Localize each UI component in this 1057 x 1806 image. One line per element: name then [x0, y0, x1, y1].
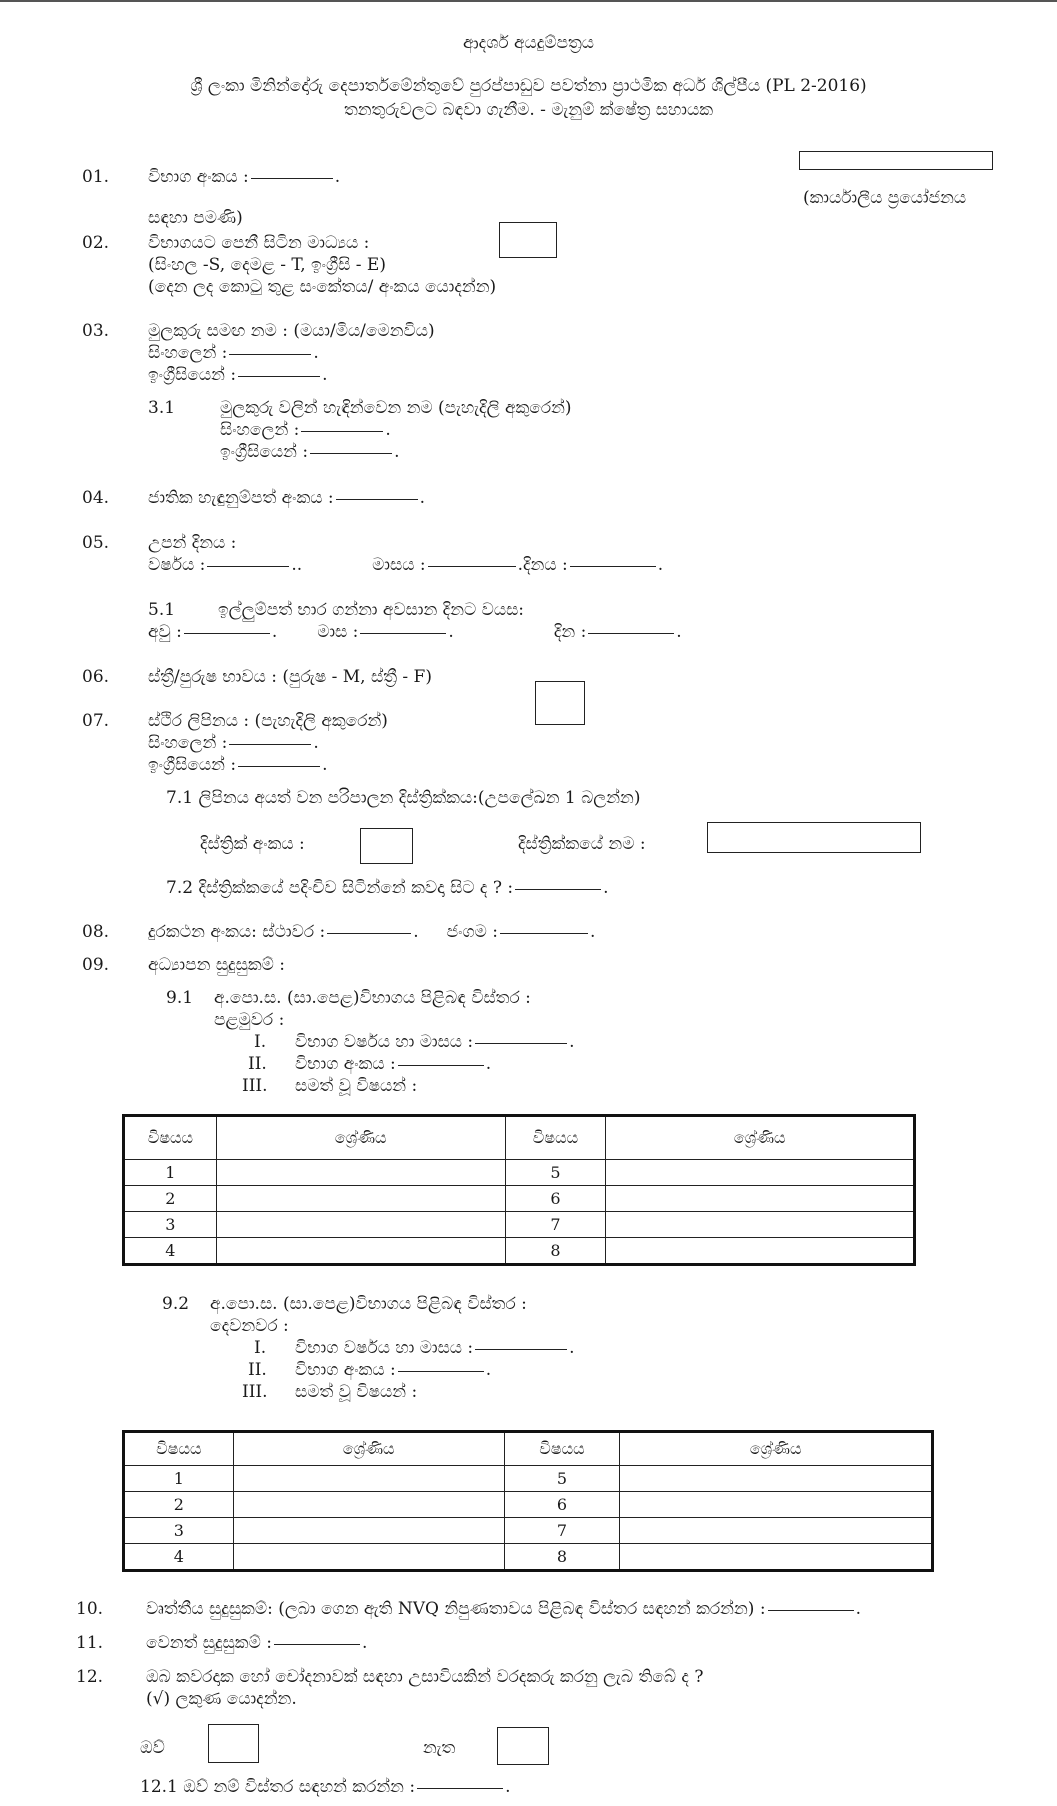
- q02-options: (සිංහල -S, දෙමළ - T, ඉංග්‍රීසි - E): [148, 255, 386, 275]
- q092-i-label: විභාග වර්ෂය හා මාසය :: [295, 1338, 474, 1358]
- q03-label: මුලකුරු සමඟ නම : (මයා/මිය/මෙනවිය): [148, 321, 435, 341]
- q04-row: ජාතික හැඳුනුම්පත් අංකය : .: [148, 488, 426, 508]
- district-name-box[interactable]: [707, 822, 921, 853]
- top-rule: [0, 0, 1057, 2]
- q03-english-row: ඉංග්‍රීසියෙන් : .: [148, 365, 328, 385]
- q07-sinhala-row: සිංහලෙන් : .: [148, 733, 319, 753]
- q04-label: ජාතික හැඳුනුම්පත් අංකය :: [148, 488, 334, 508]
- table-cell: 3: [124, 1212, 217, 1238]
- table-cell[interactable]: [216, 1186, 505, 1212]
- q092-i-blank[interactable]: [475, 1348, 567, 1350]
- q05-number: 05.: [82, 533, 110, 553]
- q03-number: 03.: [82, 321, 110, 341]
- table-cell: 8: [504, 1544, 620, 1571]
- q07-label: ස්ථිර ලිපිනය : (පැහැදිලි අකුරෙන්): [148, 711, 388, 731]
- q05-month-blank[interactable]: [428, 565, 516, 567]
- q091-ii-blank[interactable]: [398, 1064, 484, 1066]
- table-cell[interactable]: [216, 1212, 505, 1238]
- q092-ii-number: II.: [248, 1360, 267, 1380]
- table-cell[interactable]: [620, 1518, 933, 1544]
- page-subtitle-line1: ශ්‍රී ලංකා මිනින්දෝරු දෙපාර්තමේන්තුවේ පුරප්පාඩුව පවත්නා ප්‍රාථමික අර්ධ ශිල්පීය (PL 2-2016): [190, 76, 867, 96]
- q05-day-label: .දිනය :: [517, 555, 568, 575]
- q07-english-row: ඉංග්‍රීසියෙන් : .: [148, 755, 328, 775]
- q051-number: 5.1: [148, 600, 176, 620]
- q051-age-row: අවු : . මාස : . දින : .: [148, 622, 682, 642]
- q031-sinhala-row: සිංහලෙන් : .: [220, 420, 391, 440]
- table-header-subject: විෂයය: [124, 1116, 217, 1160]
- table-cell: 5: [505, 1160, 606, 1186]
- district-number-box[interactable]: [360, 828, 413, 864]
- q08-landline-label: දුරකථන අංකය: ස්ථාවර :: [148, 922, 326, 942]
- table-header-grade: ශ්‍රේණිය: [233, 1432, 504, 1466]
- grades-table-2: [122, 1430, 934, 1572]
- q091-i-row: විභාග වර්ෂය හා මාසය : .: [295, 1032, 575, 1052]
- q07-number: 07.: [82, 711, 110, 731]
- q03-sinhala-blank[interactable]: [229, 353, 311, 355]
- q05-month-label: මාසය :: [372, 555, 426, 575]
- q071-district-number-label: දිස්ත්‍රික් අංකය :: [200, 834, 305, 854]
- q03-sinhala-label: සිංහලෙන් :: [148, 343, 228, 363]
- table-header-subject: විෂයය: [504, 1432, 620, 1466]
- table-header-subject: විෂයය: [124, 1432, 234, 1466]
- table-cell[interactable]: [216, 1160, 505, 1186]
- table-header-grade: ශ්‍රේණිය: [606, 1116, 915, 1160]
- q05-year-blank[interactable]: [207, 565, 289, 567]
- q05-year-label: වර්ෂය :: [148, 555, 206, 575]
- q031-english-label: ඉංග්‍රීසියෙන් :: [220, 442, 309, 462]
- q121-blank[interactable]: [417, 1787, 503, 1789]
- office-use-label-2: සඳහා පමණි): [148, 208, 243, 228]
- table-row: [124, 1238, 915, 1265]
- q072-blank[interactable]: [515, 888, 601, 890]
- table-cell[interactable]: [620, 1544, 933, 1571]
- table-row: [124, 1160, 915, 1186]
- q08-landline-blank[interactable]: [327, 932, 411, 934]
- table-cell[interactable]: [233, 1466, 504, 1492]
- q07-english-blank[interactable]: [238, 765, 320, 767]
- q07-english-label: ඉංග්‍රීසියෙන් :: [148, 755, 237, 775]
- q121-label: 12.1 ඔව් නම් විස්තර සඳහන් කරන්න :: [140, 1777, 416, 1797]
- q12-instruction: (√) ලකුණ යොදන්න.: [146, 1689, 297, 1709]
- medium-box[interactable]: [499, 222, 557, 258]
- q091-iii-number: III.: [242, 1076, 268, 1096]
- q03-sinhala-row: සිංහලෙන් : .: [148, 343, 319, 363]
- table-cell[interactable]: [233, 1492, 504, 1518]
- q091-i-blank[interactable]: [475, 1042, 567, 1044]
- q091-label: අ.පො.ස. (සා.පෙළ)විභාගය පිළිබඳ විස්තර :: [214, 988, 531, 1008]
- q091-number: 9.1: [166, 988, 194, 1008]
- table-header-grade: ශ්‍රේණිය: [216, 1116, 505, 1160]
- table-header-row: [124, 1432, 933, 1466]
- office-use-box[interactable]: [799, 151, 993, 170]
- q031-number: 3.1: [148, 398, 176, 418]
- page-title: ආදර්ශ අයදුම්පත්‍රය: [462, 33, 595, 53]
- q12-yes-label: ඔව්: [140, 1738, 165, 1758]
- q092-iii-number: III.: [242, 1382, 268, 1402]
- q05-label: උපන් දිනය :: [148, 533, 237, 553]
- gender-box[interactable]: [535, 681, 585, 725]
- table-cell: 4: [124, 1238, 217, 1265]
- table-cell[interactable]: [233, 1544, 504, 1571]
- q092-number: 9.2: [162, 1294, 190, 1314]
- q051-days-label: දින :: [553, 622, 587, 642]
- q12-number: 12.: [76, 1667, 104, 1687]
- q092-ii-row: විභාග අංකය : .: [295, 1360, 492, 1380]
- q091-i-number: I.: [254, 1032, 267, 1052]
- q08-mobile-label: ජංගම :: [446, 922, 498, 942]
- q01-row: විභාග අංකය : .: [148, 167, 341, 187]
- table-cell: 5: [504, 1466, 620, 1492]
- q11-label: වෙනත් සුදුසුකම් :: [146, 1633, 272, 1653]
- q10-label: වෘත්තීය සුදුසුකම්: (ලබා ගෙන ඇති NVQ නිපුණතාවය පිළිබඳ විස්තර සඳහන් කරන්න) :: [146, 1599, 766, 1619]
- table-cell: 6: [504, 1492, 620, 1518]
- q09-number: 09.: [82, 955, 110, 975]
- q02-label: විභාගයට පෙනී සිටින මාධ්‍යය :: [148, 233, 370, 253]
- table-cell: 7: [504, 1518, 620, 1544]
- q11-number: 11.: [76, 1633, 104, 1653]
- q02-number: 02.: [82, 233, 110, 253]
- q01-number: 01.: [82, 167, 110, 187]
- q03-english-blank[interactable]: [238, 375, 320, 377]
- q092-iii-label: සමත් වූ විෂයන් :: [295, 1382, 418, 1402]
- q07-sinhala-label: සිංහලෙන් :: [148, 733, 228, 753]
- q051-days-blank[interactable]: [588, 632, 674, 634]
- q04-number: 04.: [82, 488, 110, 508]
- table-row: [124, 1518, 933, 1544]
- q091-ii-number: II.: [248, 1054, 267, 1074]
- table-cell: 1: [124, 1160, 217, 1186]
- table-cell[interactable]: [606, 1212, 915, 1238]
- q12-label: ඔබ කවරදාක හෝ චෝදනාවක් සඳහා උසාවියකින් වරදකරු කරනු ලැබ තිබේ ද ?: [146, 1667, 704, 1687]
- q11-row: වෙනත් සුදුසුකම් : .: [146, 1633, 368, 1653]
- table-cell[interactable]: [233, 1518, 504, 1544]
- q071-label: 7.1 ලිපිනය අයත් වන පරිපාලන දිස්ත්‍රික්කය:(උපලේඛන 1 බලන්න): [166, 788, 641, 808]
- q072-end: .: [603, 878, 609, 898]
- table-header-subject: විෂයය: [505, 1116, 606, 1160]
- q01-label: විභාග අංකය :: [148, 167, 249, 187]
- q031-english-row: ඉංග්‍රීසියෙන් : .: [220, 442, 400, 462]
- q051-months-blank[interactable]: [360, 632, 446, 634]
- q05-day-blank[interactable]: [570, 565, 656, 567]
- q01-blank[interactable]: [251, 177, 333, 179]
- table-cell[interactable]: [606, 1160, 915, 1186]
- table-cell[interactable]: [606, 1238, 915, 1265]
- table-cell[interactable]: [606, 1186, 915, 1212]
- q04-blank[interactable]: [336, 498, 418, 500]
- q07-sinhala-blank[interactable]: [229, 743, 311, 745]
- table-row: [124, 1544, 933, 1571]
- no-checkbox[interactable]: [497, 1727, 549, 1765]
- table-cell[interactable]: [216, 1238, 505, 1265]
- q091-ii-label: විභාග අංකය :: [295, 1054, 396, 1074]
- q072-label: 7.2 දිස්ත්‍රික්කයේ පදිංචිව සිටින්නේ කවදා සිට ද ? :: [166, 878, 514, 898]
- table-cell: 2: [124, 1492, 234, 1518]
- q031-sinhala-blank[interactable]: [301, 430, 383, 432]
- table-header-row: [124, 1116, 915, 1160]
- table-cell: 4: [124, 1544, 234, 1571]
- q11-blank[interactable]: [274, 1643, 360, 1645]
- table-row: [124, 1492, 933, 1518]
- q10-row: වෘත්තීය සුදුසුකම්: (ලබා ගෙන ඇති NVQ නිපුණතාවය පිළිබඳ විස්තර සඳහන් කරන්න) : .: [146, 1599, 861, 1619]
- q031-sinhala-label: සිංහලෙන් :: [220, 420, 300, 440]
- page-subtitle-line2: තනතුරුවලට බඳවා ගැනීම. - මැනුම් ක්ෂේත්‍ර සහායක: [343, 100, 714, 120]
- q031-english-blank[interactable]: [310, 452, 392, 454]
- yes-checkbox[interactable]: [208, 1724, 259, 1763]
- q06-label: ස්ත්‍රී/පුරුෂ භාවය : (පුරුෂ - M, ස්ත්‍රී - F): [148, 667, 432, 687]
- q092-label: අ.පො.ස. (සා.පෙළ)විභාගය පිළිබඳ විස්තර :: [210, 1294, 527, 1314]
- q09-label: අධ්‍යාපන සුදුසුකම් :: [148, 955, 285, 975]
- q092-ii-blank[interactable]: [398, 1370, 484, 1372]
- q092-attempt: දෙවනවර :: [210, 1316, 289, 1336]
- table-row: [124, 1212, 915, 1238]
- q051-years-blank[interactable]: [184, 632, 270, 634]
- q091-i-label: විභාග වර්ෂය හා මාසය :: [295, 1032, 474, 1052]
- table-cell: 2: [124, 1186, 217, 1212]
- q08-mobile-blank[interactable]: [500, 932, 588, 934]
- table-cell: 7: [505, 1212, 606, 1238]
- q051-years-label: අවු :: [148, 622, 182, 642]
- q092-ii-label: විභාග අංකය :: [295, 1360, 396, 1380]
- q031-label: මුලකුරු වලින් හැඳින්වෙන නම (පැහැදිලි අකුරෙන්): [220, 398, 572, 418]
- q08-number: 08.: [82, 922, 110, 942]
- table-row: [124, 1186, 915, 1212]
- q02-instruction: (දෙන ලද කොටු තුළ සංකේතය/ අංකය යොදන්න): [148, 277, 497, 297]
- grades-table-1: [122, 1114, 916, 1266]
- q091-ii-row: විභාග අංකය : .: [295, 1054, 492, 1074]
- q072-row: [166, 877, 609, 899]
- q091-attempt: පළමුවර :: [214, 1010, 285, 1030]
- table-cell[interactable]: [620, 1492, 933, 1518]
- q092-i-row: විභාග වර්ෂය හා මාසය : .: [295, 1338, 575, 1358]
- q121-row: 12.1 ඔව් නම් විස්තර සඳහන් කරන්න : .: [140, 1777, 511, 1797]
- q051-label: ඉල්ලුම්පත් භාර ගන්නා අවසාන දිනට වයස:: [218, 600, 525, 620]
- q12-no-label: නැත: [423, 1738, 456, 1758]
- q071-district-name-label: දිස්ත්‍රික්කයේ නම :: [518, 834, 646, 854]
- q03-english-label: ඉංග්‍රීසියෙන් :: [148, 365, 237, 385]
- q06-number: 06.: [82, 667, 110, 687]
- table-cell: 8: [505, 1238, 606, 1265]
- office-use-label: (කාර්යාලීය ප්‍රයෝජනය: [803, 188, 967, 208]
- q10-number: 10.: [76, 1599, 104, 1619]
- q051-months-label: මාස :: [317, 622, 359, 642]
- q10-blank[interactable]: [768, 1609, 854, 1611]
- table-cell: 1: [124, 1466, 234, 1492]
- table-cell: 6: [505, 1186, 606, 1212]
- table-cell[interactable]: [620, 1466, 933, 1492]
- q091-iii-label: සමත් වූ විෂයන් :: [295, 1076, 418, 1096]
- q092-i-number: I.: [254, 1338, 267, 1358]
- table-cell: 3: [124, 1518, 234, 1544]
- q05-date-row: වර්ෂය : .. මාසය : .දිනය : .: [148, 555, 664, 575]
- table-header-grade: ශ්‍රේණිය: [620, 1432, 933, 1466]
- table-row: [124, 1466, 933, 1492]
- q08-row: දුරකථන අංකය: ස්ථාවර : . ජංගම : .: [148, 922, 596, 942]
